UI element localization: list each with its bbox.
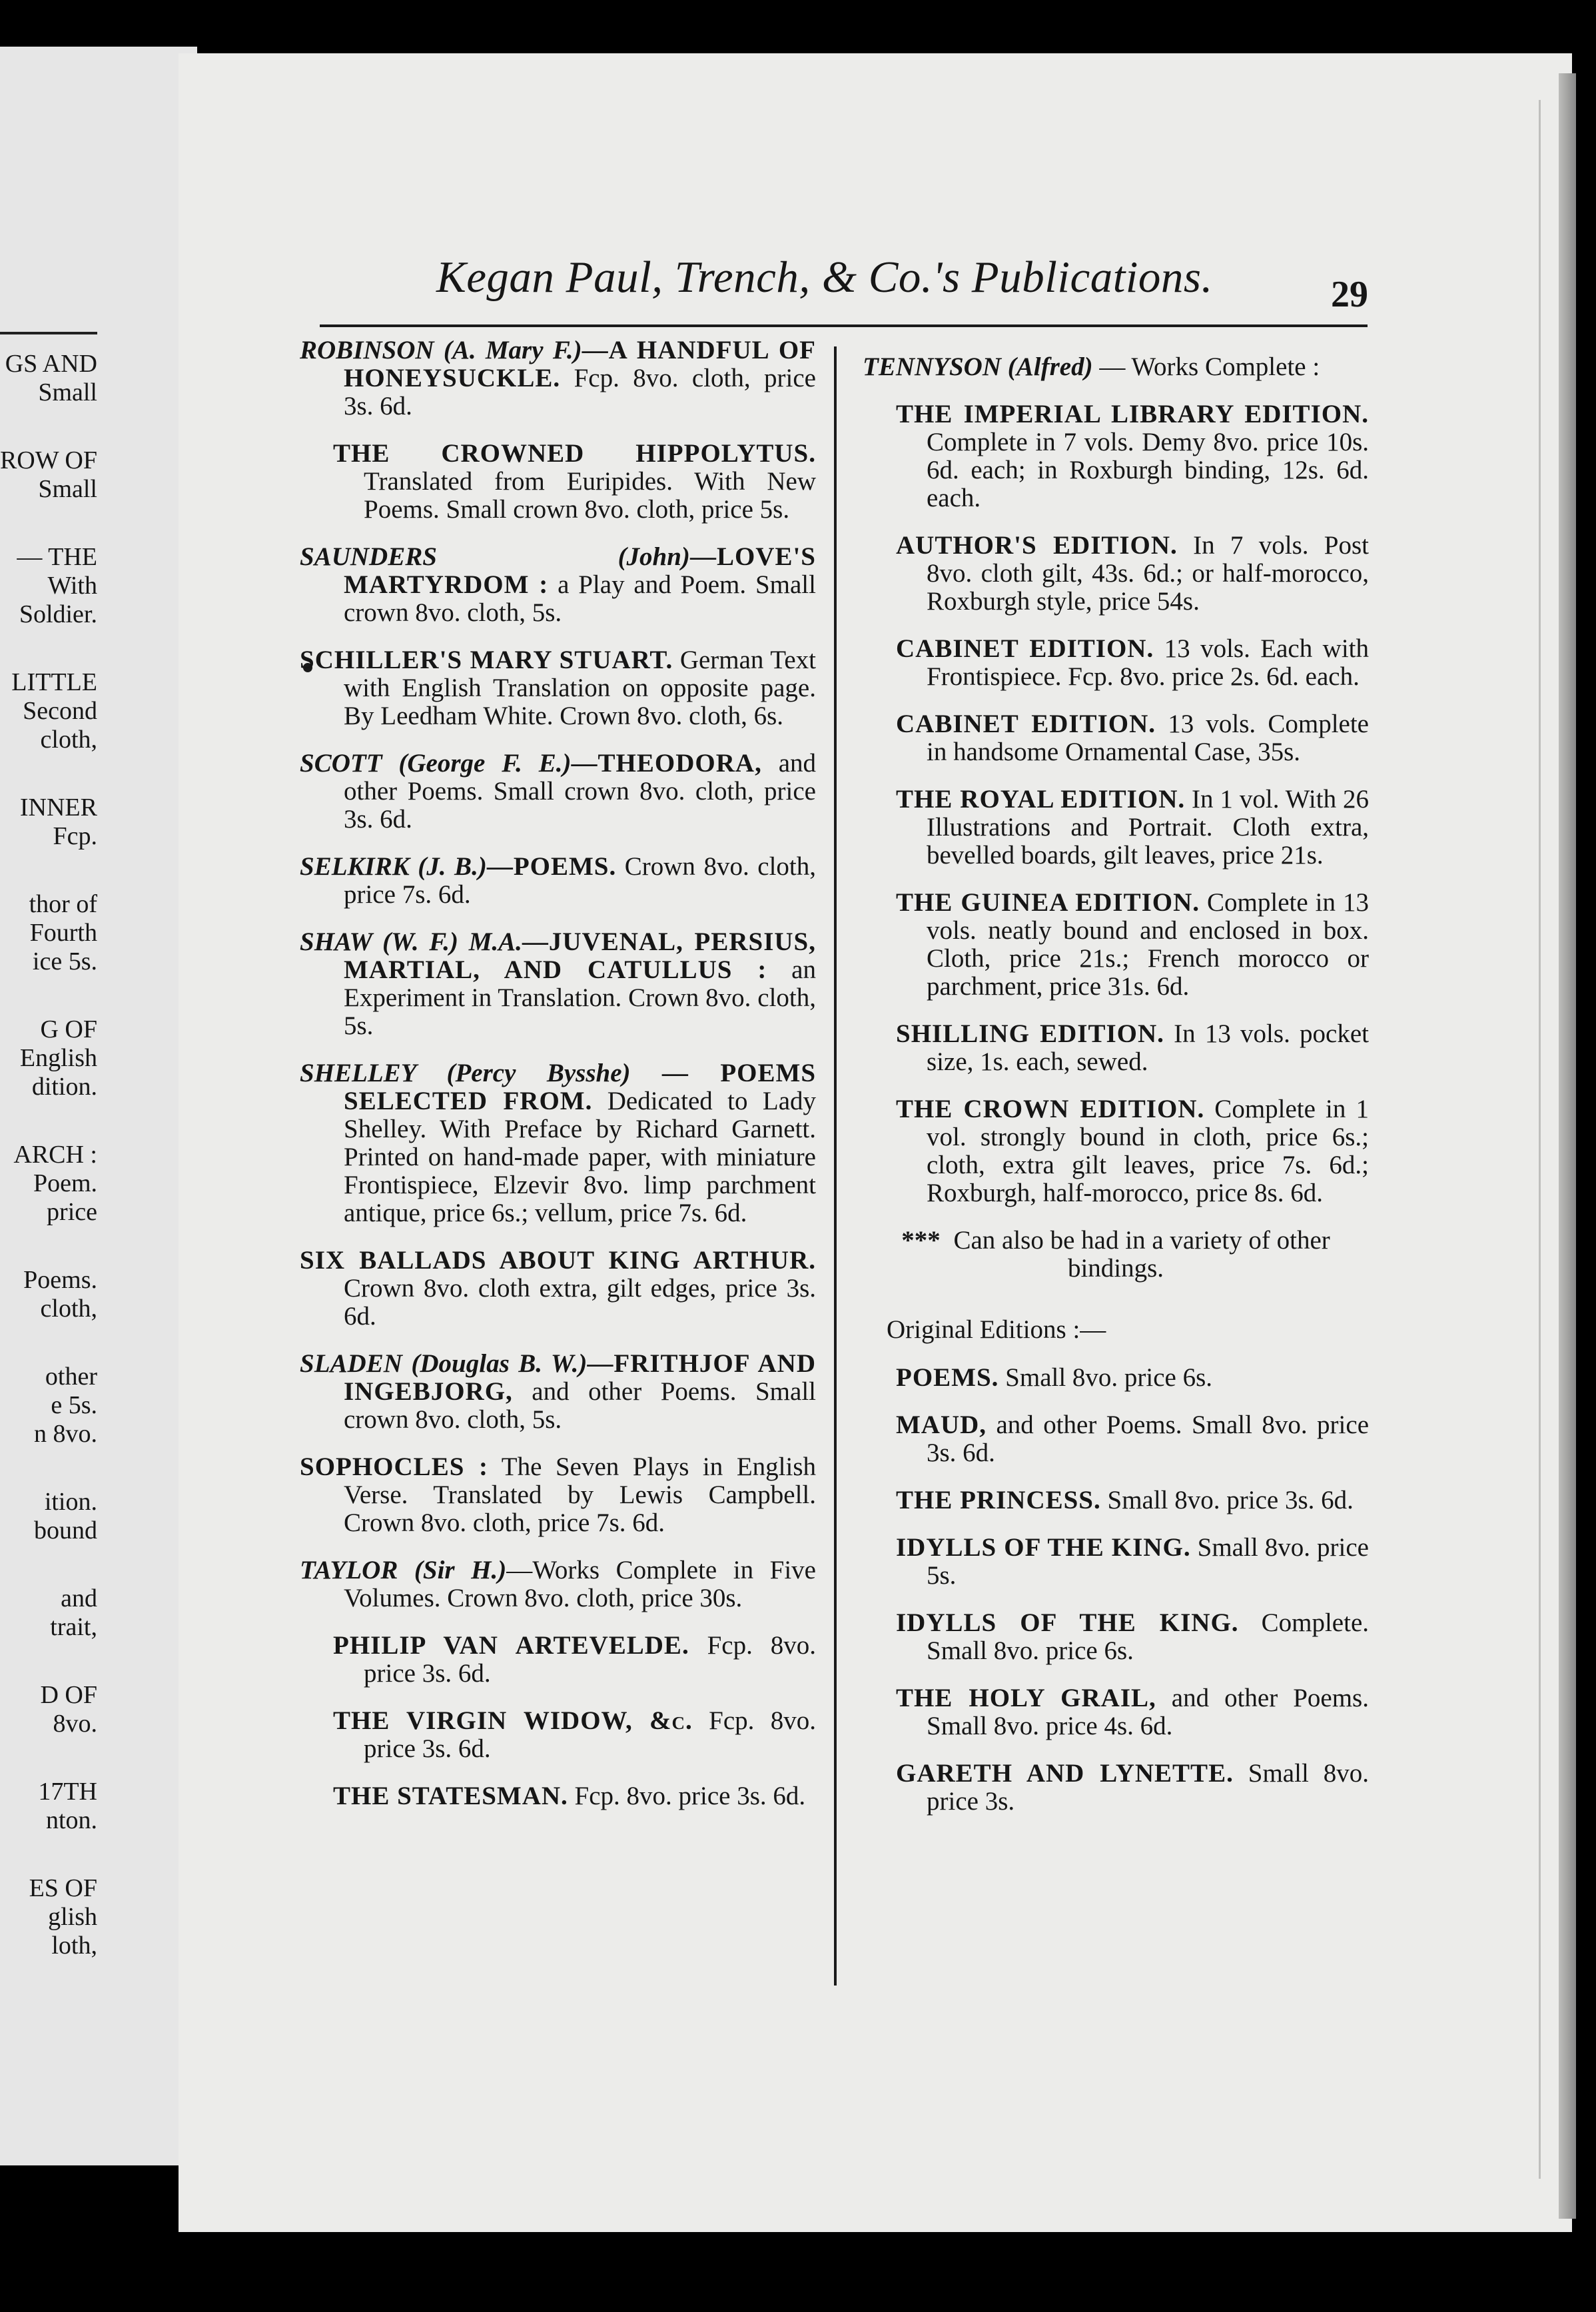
entry-description: The Seven Plays in English Verse. Translated by Lewis Campbell. Crown 8vo. cloth, price 7s. 6d. [344,1452,816,1537]
catalogue-entry [300,1556,816,1612]
catalogue-entry [863,786,1369,869]
entry-description: an Experiment in Translation. Crown 8vo. cloth, 5s. [344,955,816,1040]
catalogue-entry [300,1707,816,1763]
facing-page-fragment: Small [38,475,97,503]
facing-page-fragment: INNER [19,794,97,822]
facing-page-fragment: Soldier. [19,600,97,628]
entry-description: a Play and Poem. Small crown 8vo. cloth, 5s. [344,570,816,627]
catalogue-entry [300,543,816,627]
facing-page-fragment [0,1738,97,1778]
facing-page-fragment [0,1545,97,1584]
catalogue-entry [863,1020,1369,1076]
catalogue-entry [300,1453,816,1537]
author-name: SCOTT (George F. E.) [300,749,572,778]
facing-page-fragment: English [19,1044,97,1072]
facing-page-fragment: Poem. [33,1169,97,1197]
facing-page-fragment [0,1227,97,1266]
work-title: GARETH AND LYNETTE. [896,1759,1234,1788]
author-name: SHAW (W. F.) M.A. [300,927,522,956]
page-edge [1539,100,1541,2179]
work-title: MAUD, [896,1411,987,1439]
facing-page-fragment: trait, [50,1613,97,1641]
work-title: SCHILLER'S MARY STUART. [300,646,673,674]
entry-description: —Works Complete in Five Volumes. Crown 8vo. cloth, price 30s. [344,1556,816,1612]
facing-page-fragment: thor of [29,890,97,918]
catalogue-entry [863,1684,1369,1740]
facing-page-fragment: — THE [17,543,97,571]
catalogue-entry [300,1782,816,1810]
entry-description: Complete in 1 vol. strongly bound in cloth, price 6s.; cloth, extra gilt leaves, price 7s. 6d.; Roxburgh, half-morocco, price 8s. 6d. [927,1095,1369,1207]
work-title: THE HOLY GRAIL, [896,1684,1156,1712]
work-title: THE VIRGIN WIDOW, &c. [333,1706,693,1735]
entry-description: In 7 vols. Post 8vo. cloth gilt, 43s. 6d.; or half-morocco, Roxburgh style, price 54s. [927,531,1370,616]
facing-page-fragment: e 5s. [51,1391,97,1419]
author-name: ROBINSON (A. Mary F.) [300,336,582,364]
header-rule [320,324,1368,327]
work-title: CABINET EDITION. [896,710,1156,738]
catalogue-entry [300,440,816,524]
work-title: THE GUINEA EDITION. [896,888,1200,917]
facing-page-fragment: price [47,1198,97,1226]
facing-page-fragment: n 8vo. [34,1420,97,1448]
entry-description: Crown 8vo. cloth, price 7s. 6d. [344,852,816,909]
entry-description: and other Poems. Small crown 8vo. cloth, price 3s. 6d. [344,749,817,834]
facing-page-fragment: 17TH [38,1778,97,1806]
facing-page-fragment: ice 5s. [32,947,97,975]
column-divider [834,346,837,1986]
work-title: SHILLING EDITION. [896,1019,1164,1048]
entry-description: Small 8vo. price 3s. [927,1759,1369,1816]
catalogue-entry [300,1632,816,1688]
entry-description: and other Poems. Small crown 8vo. cloth, 5s. [344,1377,816,1434]
author-name: SLADEN (Douglas B. W.) [300,1349,588,1378]
entry-description: Fcp. 8vo. price 3s. 6d. [364,1631,816,1688]
facing-page-fragment [0,629,97,668]
work-title: CABINET EDITION. [896,634,1154,663]
catalogue-entry [300,750,816,834]
work-title: —POEMS. [486,852,617,881]
facing-page-fragment: and [61,1584,97,1612]
facing-page-fragment [0,407,97,446]
work-title: THE CROWNED HIPPOLYTUS. [333,439,816,468]
facing-page-fragment [0,1101,97,1141]
work-title: AUTHOR'S EDITION. [896,531,1178,560]
facing-page-fragment: loth, [51,1932,97,1960]
entry-description: German Text with English Translation on opposite page. By Leedham White. Crown 8vo. cloth, 6s. [344,646,816,730]
entry-description: Fcp. 8vo. cloth, price 3s. 6d. [344,364,816,420]
work-title: THE IMPERIAL LIBRARY EDITION. [896,400,1369,428]
work-title: —LOVE'S MARTYRDOM : [344,542,816,599]
author-name: SHELLEY (Percy Bysshe) [300,1059,631,1087]
catalogue-entry [863,353,1369,381]
entry-description: Complete. Small 8vo. price 6s. [927,1608,1369,1665]
work-title: —FRITHJOF AND INGEBJORG, [344,1349,816,1406]
author-name: SELKIRK (J. B.) [300,852,487,881]
facing-page-fragment [0,754,97,794]
work-title: THE PRINCESS. [896,1486,1101,1514]
facing-page-fragment: Fourth [29,919,97,947]
facing-page-fragment [0,1448,97,1488]
entry-description: Complete in 13 vols. neatly bound and enclosed in box. Cloth, price 21s.; French morocco or parchment, price 31s. 6d. [927,888,1369,1001]
original-editions-heading: Original Editions :— [887,1315,1106,1344]
entry-description: Complete in 7 vols. Demy 8vo. price 10s. 6d. each; in Roxburgh binding, 12s. 6d. each. [927,428,1369,512]
catalogue-entry [863,1095,1369,1207]
work-title: IDYLLS OF THE KING. [896,1533,1191,1562]
facing-page-fragment: 8vo. [53,1710,97,1738]
catalogue-entry [863,532,1369,616]
facing-page-fragment: other [45,1363,97,1391]
work-title: THE ROYAL EDITION. [896,785,1186,814]
facing-page-fragment: Poems. [23,1266,97,1294]
entry-description: Translated from Euripides. With New Poems. Small crown 8vo. cloth, price 5s. [364,467,816,524]
facing-page [0,47,197,2165]
entry-description: — Works Complete : [1092,352,1320,381]
catalogue-entry [300,1350,816,1434]
facing-page-fragment: ES OF [29,1874,97,1902]
page-shadow [1559,73,1576,2219]
entry-description: and other Poems. Small 8vo. price 4s. 6d. [927,1684,1369,1740]
work-title: IDYLLS OF THE KING. [896,1608,1239,1637]
catalogue-entry [300,853,816,909]
entry-description: Crown 8vo. cloth extra, gilt edges, price 3s. 6d. [344,1274,816,1331]
facing-page-fragment: LITTLE [11,668,97,696]
facing-page-fragment: ARCH : [13,1141,97,1169]
facing-page-fragment [0,1642,97,1681]
catalogue-entry [863,1486,1369,1514]
catalogue-entry [863,1364,1369,1392]
work-title: THE CROWN EDITION. [896,1095,1205,1123]
catalogue-entry [863,1760,1369,1816]
author-name: SAUNDERS (John) [300,542,690,571]
facing-page-fragment [0,1835,97,1874]
catalogue-entry [863,710,1369,766]
running-header: Kegan Paul, Trench, & Co.'s Publications. [436,253,1213,302]
facing-page-fragment: Small [38,378,97,406]
catalogue-entry [300,1247,816,1331]
entry-description: Fcp. 8vo. price 3s. 6d. [364,1706,817,1763]
catalogue-entry [300,1059,816,1227]
facing-page-fragment: Fcp. [53,822,97,850]
binding-note: *** Can also be had in a variety of other bindings. [901,1226,1330,1283]
facing-page-fragment: cloth, [40,1295,97,1323]
facing-page-fragment: nton. [45,1806,97,1834]
catalogue-column-right [863,353,1369,1835]
facing-page-fragment: D OF [40,1681,97,1709]
facing-page-fragment: glish [48,1903,97,1931]
work-title: —JUVENAL, PERSIUS, MARTIAL, AND CATULLUS : [344,927,816,984]
catalogue-entry [300,646,816,730]
facing-page-fragment: bound [34,1516,97,1544]
work-title: THE STATESMAN. [333,1782,568,1810]
work-title: —A HANDFUL OF HONEYSUCKLE. [344,336,816,392]
work-title: — POEMS SELECTED FROM. [344,1059,817,1115]
facing-page-fragment: With [47,572,97,600]
catalogue-column-left [300,336,816,1830]
work-title: PHILIP VAN ARTEVELDE. [333,1631,689,1660]
work-title: POEMS. [896,1363,999,1392]
catalogue-entry [863,1609,1369,1665]
entry-description: Fcp. 8vo. price 3s. 6d. [568,1782,806,1810]
author-name: TAYLOR (Sir H.) [300,1556,507,1584]
catalogue-entry [863,400,1369,512]
facing-page-text [0,350,97,1960]
work-title: SOPHOCLES : [300,1452,488,1481]
catalogue-entry [863,889,1369,1001]
catalogue-entry [863,635,1369,691]
facing-page-fragment [0,1323,97,1363]
author-name: TENNYSON (Alfred) [863,352,1093,381]
entry-description: 13 vols. Complete in handsome Ornamental Case, 35s. [927,710,1369,766]
page-number: 29 [1331,274,1368,315]
entry-description: In 13 vols. pocket size, 1s. each, sewed. [927,1019,1369,1076]
facing-page-fragment [0,504,97,543]
entry-description: Small 8vo. price 3s. 6d. [1100,1486,1354,1514]
facing-page-fragment: ition. [44,1488,97,1516]
facing-page-fragment [0,851,97,890]
facing-page-fragment [0,976,97,1015]
facing-page-fragment: Second [23,697,97,725]
facing-page-fragment: G OF [40,1015,97,1043]
entry-description: In 1 vol. With 26 Illustrations and Portrait. Cloth extra, bevelled boards, gilt leaves, price 21s. [927,785,1369,869]
entry-description: Small 8vo. price 5s. [927,1533,1369,1590]
facing-page-fragment: cloth, [40,726,97,754]
entry-description: Small 8vo. price 6s. [998,1363,1213,1392]
entry-description: Dedicated to Lady Shelley. With Preface by Richard Garnett. Printed on hand-made paper, with miniature Frontispiece, Elzevir 8vo. limp parchment antique, price 6s.; vellum, price 7s. 6d. [344,1087,817,1227]
catalogue-entry [863,1411,1369,1467]
entry-description: 13 vols. Each with Frontispiece. Fcp. 8vo. price 2s. 6d. each. [927,634,1369,691]
facing-page-fragment: dition. [31,1073,97,1101]
catalogue-entry [863,1534,1369,1590]
work-title: SIX BALLADS ABOUT KING ARTHUR. [300,1246,816,1275]
work-title: —THEODORA, [571,749,762,778]
facing-page-fragment: ROW OF [0,446,97,474]
catalogue-entry [300,336,816,420]
entry-description: and other Poems. Small 8vo. price 3s. 6d. [927,1411,1369,1467]
catalogue-entry [300,928,816,1040]
facing-page-fragment: GS AND [5,350,97,378]
facing-page-rule [0,332,97,334]
